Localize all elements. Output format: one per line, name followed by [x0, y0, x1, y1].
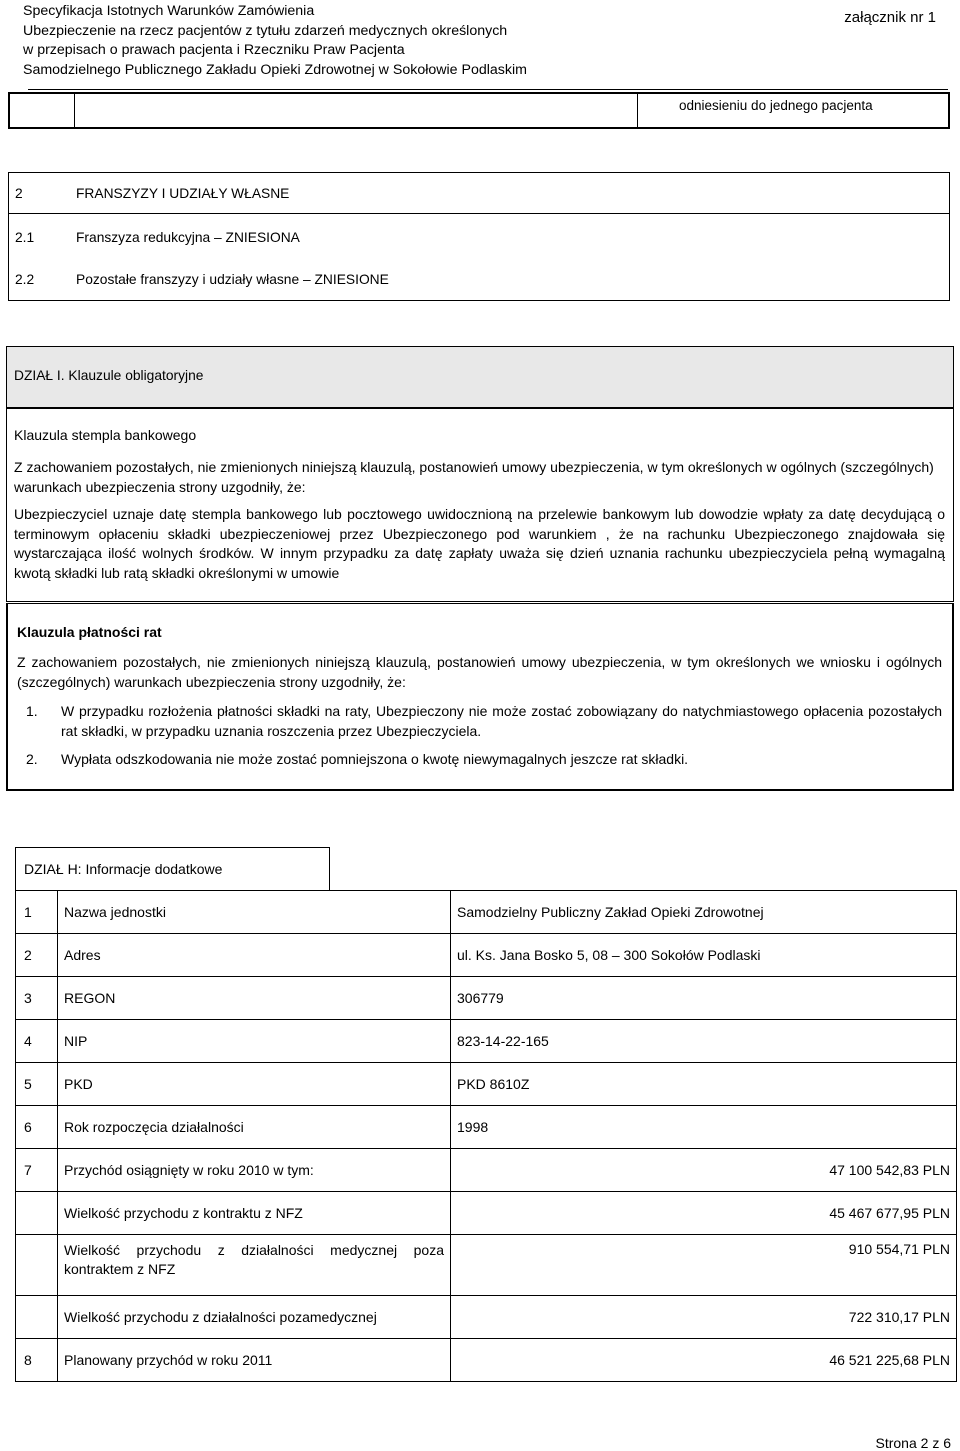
row-value: 910 554,71 PLN [451, 1235, 957, 1296]
row-label: PKD [58, 1063, 451, 1106]
list-item: W przypadku rozłożenia płatności składki na raty, Ubezpieczony nie może zostać zobowiązany do natychmiastowego opłacenia pozostałych rat składki, w przypadku uznania roszczenia przez Ubezpieczyciela. [61, 703, 942, 739]
row-number [16, 1296, 58, 1339]
table-row [16, 1106, 957, 1149]
document-header [23, 2, 527, 80]
row-label: Adres [58, 934, 451, 977]
table-row [16, 977, 957, 1020]
table-row [16, 1149, 957, 1192]
table-row [16, 1063, 957, 1106]
row-label: Nazwa jednostki [58, 891, 451, 934]
row-label: Planowany przychód w roku 2011 [58, 1339, 451, 1382]
table-row [16, 1296, 957, 1339]
row-value: 722 310,17 PLN [451, 1296, 957, 1339]
clause-intro: Z zachowaniem pozostałych, nie zmienionych niniejszą klauzulą, postanowień umowy ubezpieczenia, w tym określonych w ogólnych (szczególnych) warunkach ubezpieczenia strony uzgodniły, że: [14, 459, 934, 495]
row-label: Rok rozpoczęcia działalności [58, 1106, 451, 1149]
list-item: Wypłata odszkodowania nie może zostać pomniejszona o kwotę niewymagalnych jeszcze rat składki. [61, 751, 689, 767]
header-line: Ubezpieczenie na rzecz pacjentów z tytułu zdarzeń medycznych określonych [23, 22, 508, 39]
section-i [6, 346, 954, 602]
table-row [16, 934, 957, 977]
row-value: 1998 [451, 1106, 957, 1149]
clause-intro: Z zachowaniem pozostałych, nie zmienionych niniejszą klauzulą, postanowień umowy ubezpieczenia, w tym określonych we wniosku i ogólnych (szczególnych) warunkach ubezpieczenia strony uzgodniły, że: [17, 654, 942, 690]
row-label: REGON [58, 977, 451, 1020]
franchise-row-num: 2.2 [15, 272, 35, 287]
info-table [15, 890, 957, 1382]
row-number: 6 [16, 1106, 58, 1149]
row-value: 306779 [451, 977, 957, 1020]
annex-label: załącznik nr 1 [844, 9, 936, 26]
table-row [16, 1020, 957, 1063]
list-item-num: 2. [26, 751, 38, 767]
row-label: Wielkość przychodu z działalności medycznej poza kontraktem z NFZ [58, 1235, 451, 1296]
header-divider [28, 89, 948, 90]
row-number: 7 [16, 1149, 58, 1192]
row-number: 5 [16, 1063, 58, 1106]
franchise-row-text: Pozostałe franszyzy i udziały własne – ZNIESIONE [76, 272, 389, 287]
row-value: PKD 8610Z [451, 1063, 957, 1106]
franchise-header-num: 2 [15, 186, 23, 201]
page-number: Strona 2 z 6 [875, 1435, 951, 1451]
header-line: Samodzielnego Publicznego Zakładu Opieki Zdrowotnej w Sokołowie Podlaskim [23, 61, 527, 78]
row-value: ul. Ks. Jana Bosko 5, 08 – 300 Sokołów Podlaski [451, 934, 957, 977]
table-row [16, 891, 957, 934]
row-number: 2 [16, 934, 58, 977]
table-fragment [8, 92, 950, 129]
row-label: NIP [58, 1020, 451, 1063]
row-number [16, 1235, 58, 1296]
clause-body: Ubezpieczyciel uznaje datę stempla bankowego lub pocztowego uwidocznioną na przelewie bankowym lub dowodzie wpłaty za datę decydującą o terminowym opłaceniu składki ubezpieczeniowej przez Ubezpieczonego pod warunkiem , że na rachunku Ubezpieczonego znajdowała się wystarczająca ilość wolnych środków. W innym przypadku za datę zapłaty uważa się dzień uznania rachunku ubezpieczyciela pełną wymagalną kwotą składki lub ratą składki określonymi w umowie [14, 506, 945, 581]
clause-title: Klauzula stempla bankowego [14, 427, 197, 443]
franchise-header-text: FRANSZYZY I UDZIAŁY WŁASNE [76, 186, 290, 201]
row-number: 4 [16, 1020, 58, 1063]
header-line: Specyfikacja Istotnych Warunków Zamówienia [23, 3, 315, 19]
table-cell: odniesieniu do jednego pacjenta [679, 98, 873, 113]
table-row [16, 1235, 957, 1296]
row-label: Wielkość przychodu z działalności pozamedycznej [58, 1296, 451, 1339]
row-value: Samodzielny Publiczny Zakład Opieki Zdrowotnej [451, 891, 957, 934]
row-value: 46 521 225,68 PLN [451, 1339, 957, 1382]
row-value: 45 467 677,95 PLN [451, 1192, 957, 1235]
list-item-num: 1. [26, 703, 38, 719]
section-h-header [15, 847, 330, 891]
row-number: 1 [16, 891, 58, 934]
row-label: Wielkość przychodu z kontraktu z NFZ [58, 1192, 451, 1235]
section-i-continued [6, 603, 954, 791]
section-title: DZIAŁ I. Klauzule obligatoryjne [14, 368, 204, 383]
row-number [16, 1192, 58, 1235]
franchise-row-text: Franszyza redukcyjna – ZNIESIONA [76, 230, 300, 245]
section-i-header [7, 347, 953, 409]
row-number: 8 [16, 1339, 58, 1382]
row-label: Przychód osiągnięty w roku 2010 w tym: [58, 1149, 451, 1192]
header-line: w przepisach o prawach pacjenta i Rzeczniku Praw Pacjenta [23, 42, 405, 58]
franchise-row-num: 2.1 [15, 230, 35, 245]
row-value: 823-14-22-165 [451, 1020, 957, 1063]
franchise-table [8, 172, 950, 301]
section-title: DZIAŁ H: Informacje dodatkowe [24, 861, 223, 877]
clause-title: Klauzula płatności rat [17, 624, 162, 640]
table-row [16, 1339, 957, 1382]
row-number: 3 [16, 977, 58, 1020]
table-row [16, 1192, 957, 1235]
row-value: 47 100 542,83 PLN [451, 1149, 957, 1192]
